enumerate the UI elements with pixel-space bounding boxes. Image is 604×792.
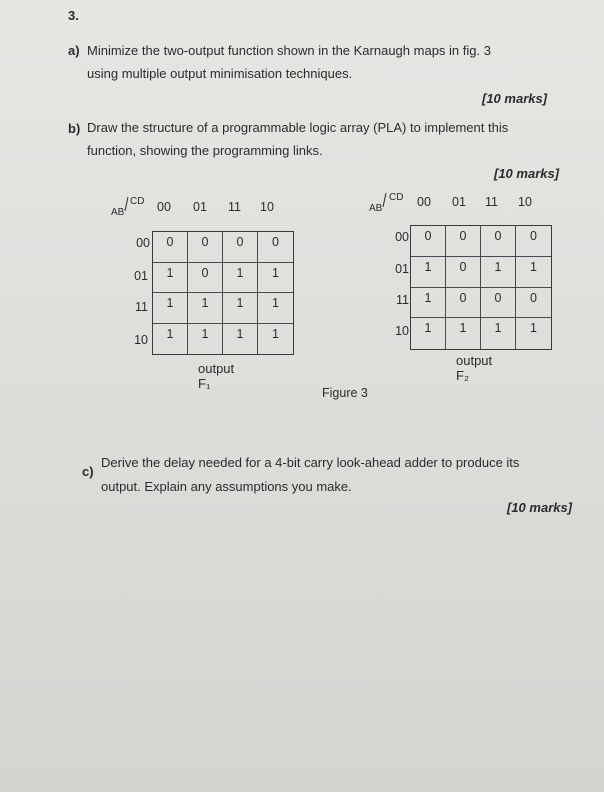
question-number: 3. bbox=[68, 8, 79, 23]
row-label: 01 bbox=[395, 262, 409, 276]
kmap-cell: 1 bbox=[188, 324, 223, 355]
column-label: 11 bbox=[485, 195, 498, 209]
row-label: 00 bbox=[136, 236, 150, 250]
kmap-cell: 0 bbox=[516, 226, 551, 257]
kmap-cell: 0 bbox=[481, 288, 516, 319]
kmap-cell: 1 bbox=[272, 326, 279, 341]
row-label: 10 bbox=[395, 324, 409, 338]
kmap-cell: 1 bbox=[530, 321, 537, 336]
row-label: 01 bbox=[134, 269, 148, 283]
kmap-cell: 1 bbox=[446, 318, 481, 349]
part-a-line2: using multiple output minimisation techniques. bbox=[87, 66, 353, 81]
kmap-cell: 1 bbox=[516, 257, 551, 288]
kmap-cell: 1 bbox=[223, 324, 258, 355]
kmap-cell: 0 bbox=[153, 232, 188, 263]
output-label-f2: output F₂ bbox=[456, 353, 493, 383]
kmap-cell: 0 bbox=[446, 257, 481, 288]
kmap-grid bbox=[410, 225, 552, 350]
kmap-cell: 0 bbox=[446, 288, 481, 319]
row-label: 11 bbox=[396, 293, 409, 307]
column-label: 01 bbox=[452, 195, 466, 209]
part-a-marks: [10 marks] bbox=[482, 91, 548, 106]
part-b-line2: function, showing the programming links. bbox=[87, 143, 323, 158]
kmap-cell: 0 bbox=[223, 232, 258, 263]
part-a-label: a) bbox=[68, 43, 80, 58]
column-variable-label: CD bbox=[130, 196, 145, 207]
kmap-cell: 1 bbox=[411, 288, 446, 319]
column-variable-label: CD bbox=[389, 192, 404, 203]
kmap-cell: 0 bbox=[188, 263, 223, 294]
part-c-line1: Derive the delay needed for a 4-bit carry look-ahead adder to produce its bbox=[101, 455, 520, 470]
kmap-cell: 0 bbox=[188, 232, 223, 263]
kmap-grid bbox=[152, 231, 294, 355]
column-label: 11 bbox=[228, 200, 241, 214]
kmap-cell: 1 bbox=[223, 263, 258, 294]
kmap-cell: 0 bbox=[258, 232, 293, 263]
kmap-cell: 1 bbox=[258, 263, 293, 294]
kmap-cell: 0 bbox=[411, 226, 446, 257]
column-label: 01 bbox=[193, 200, 207, 214]
column-label: 10 bbox=[260, 200, 274, 214]
kmap-cell: 1 bbox=[153, 324, 188, 355]
part-c-marks: [10 marks] bbox=[507, 500, 573, 515]
row-label: 00 bbox=[395, 230, 409, 244]
kmap-cell: 1 bbox=[411, 318, 446, 349]
row-label: 11 bbox=[135, 300, 148, 314]
part-c-line2: output. Explain any assumptions you make. bbox=[101, 479, 352, 494]
part-a-line1: Minimize the two-output function shown in the Karnaugh maps in fig. 3 bbox=[87, 43, 491, 58]
column-label: 10 bbox=[518, 195, 532, 209]
kmap-divider bbox=[125, 197, 129, 211]
kmap-cell: 1 bbox=[481, 318, 516, 349]
output-label-f1: output F₁ bbox=[198, 361, 235, 391]
kmap-cell: 0 bbox=[481, 226, 516, 257]
kmap-cell: 1 bbox=[153, 263, 188, 294]
kmap-cell: 0 bbox=[516, 288, 551, 319]
kmap-divider bbox=[383, 193, 387, 207]
figure-caption: Figure 3 bbox=[322, 386, 368, 400]
column-label: 00 bbox=[157, 200, 171, 214]
kmap-cell: 1 bbox=[153, 293, 188, 324]
kmap-cell: 0 bbox=[446, 226, 481, 257]
kmap-cell: 1 bbox=[411, 257, 446, 288]
column-label: 00 bbox=[417, 195, 431, 209]
kmap-cell: 1 bbox=[258, 293, 293, 324]
kmap-cell: 1 bbox=[481, 257, 516, 288]
row-label: 10 bbox=[134, 333, 148, 347]
kmap-cell: 1 bbox=[188, 293, 223, 324]
row-variable-label: AB bbox=[369, 203, 383, 214]
part-c-label: c) bbox=[82, 464, 94, 479]
part-b-label: b) bbox=[68, 121, 81, 136]
part-b-line1: Draw the structure of a programmable logic array (PLA) to implement this bbox=[87, 120, 509, 135]
kmap-cell: 1 bbox=[223, 293, 258, 324]
part-b-marks: [10 marks] bbox=[494, 166, 560, 181]
row-variable-label: AB bbox=[111, 207, 125, 218]
